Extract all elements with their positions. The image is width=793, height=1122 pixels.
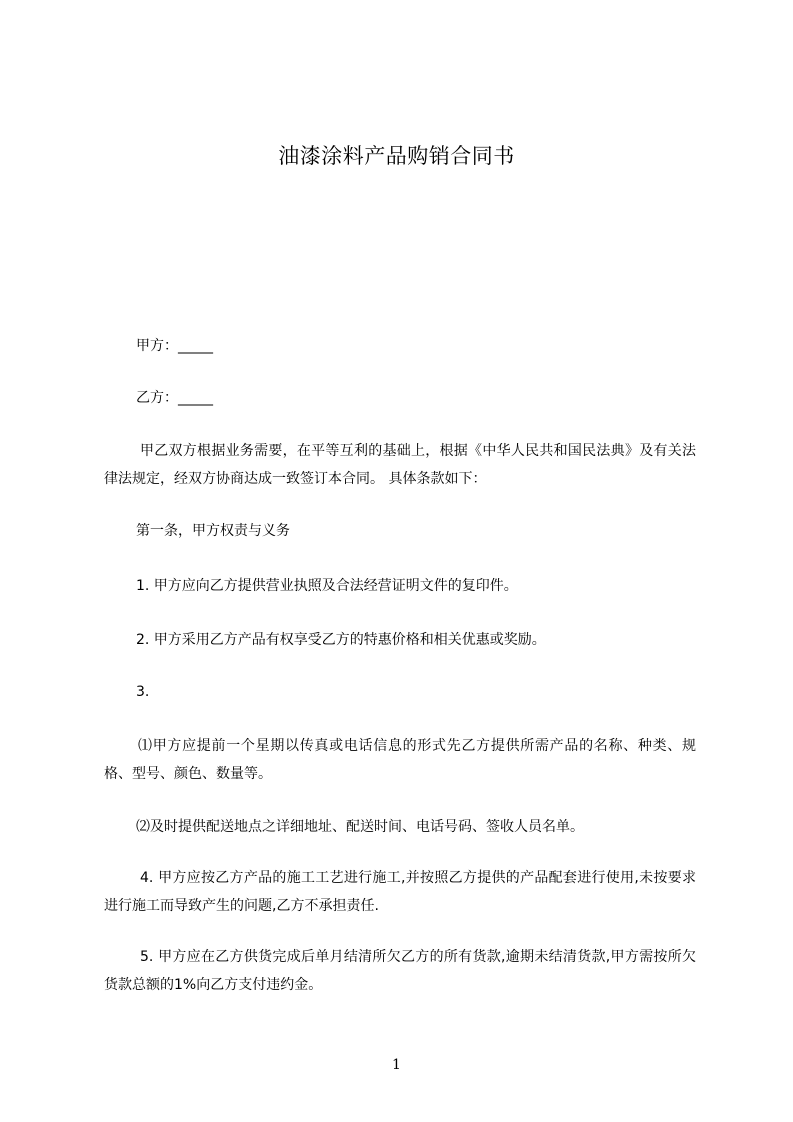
intro-paragraph: 甲乙双方根据业务需要，在平等互利的基础上，根据《中华人民共和国民法典》及有关法律法规定，经双方协商达成一致签订本合同。 具体条款如下：: [104, 443, 696, 487]
party-b-line: 乙方：_____: [136, 390, 213, 406]
article-1-heading: 第一条，甲方权责与义务: [136, 523, 290, 539]
clause-3-sub-1: ⑴甲方应提前一个星期以传真或电话信息的形式先乙方提供所需产品的名称、种类、规格、型号、颜色、数量等。: [104, 738, 696, 782]
clause-5: 5. 甲方应在乙方供货完成后单月结清所欠乙方的所有货款,逾期未结清货款,甲方需按所欠货款总额的1%向乙方支付违约金。: [104, 949, 696, 993]
page-number: 1: [392, 1057, 401, 1073]
clause-1: 1. 甲方应向乙方提供营业执照及合法经营证明文件的复印件。: [136, 578, 518, 594]
document-title: 油漆涂料产品购销合同书: [278, 144, 515, 168]
clause-4: 4. 甲方应按乙方产品的施工工艺进行施工,并按照乙方提供的产品配套进行使用,未按要求进行施工而导致产生的问题,乙方不承担责任.: [104, 870, 696, 914]
clause-3: 3.: [136, 684, 150, 700]
clause-2: 2. 甲方采用乙方产品有权享受乙方的特惠价格和相关优惠或奖励。: [136, 632, 546, 648]
clause-3-sub-2: ⑵及时提供配送地点之详细地址、配送时间、电话号码、签收人员名单。: [136, 819, 584, 835]
party-a-line: 甲方：_____: [136, 338, 213, 354]
